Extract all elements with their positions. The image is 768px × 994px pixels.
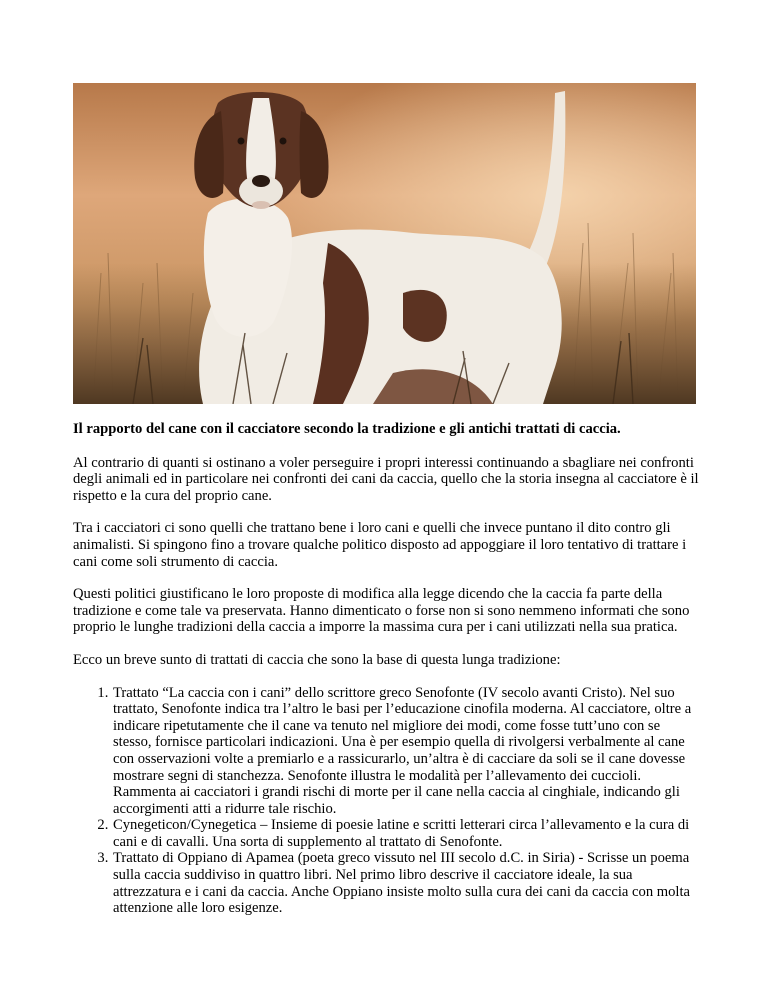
list-item: 1. Trattato “La caccia con i cani” dello scrittore greco Senofonte (IV secolo avanti Cristo). Nel suo trattato, Senofonte indica tra l’altro le basi per l’educazione cinofila moderna. Al cacciatore, oltre a indicare ripetutamente che il cane va tenuto nel migliore dei modi, come fosse tutt’uno con se stesso, fornisce particolari indicazioni. Una è per esempio quella di rivolgersi verbalmente al cane con osservazioni volte a premiarlo e a rassicurarlo, un’altra è di cacciare da soli se il cane dovesse mostrare segni di stanchezza. Senofonte illustra le modalità per l’allevamento dei cuccioli. Rammenta ai cacciatori i grandi rischi di morte per il cane nella caccia al cinghiale, indicando gli accorgimenti atti a ridurre tale rischio. [112, 685, 701, 818]
hunting-dog-photo [73, 83, 696, 404]
paragraph: Tra i cacciatori ci sono quelli che trattano bene i loro cani e quelli che invece puntano il dito contro gli animalisti. Si spingono fino a trovare qualche politico disposto ad appoggiare il loro tentativo di trattare i cani come soli strumento di caccia. [73, 520, 687, 570]
paragraph: Ecco un breve sunto di trattati di caccia che sono la base di questa lunga tradizione: [73, 651, 561, 668]
paragraph: Questi politici giustificano le loro proposte di modifica alla legge dicendo che la caccia fa parte della tradizione e come tale va preservata. Hanno dimenticato o forse non si sono nemmeno informati che sono proprio le lunghe tradizioni della caccia a imporre la massima cura per i cani utilizzati nella sua pratica. [73, 586, 690, 636]
treatise-list [73, 685, 701, 917]
list-item: 2. Cynegeticon/Cynegetica – Insieme di poesie latine e scritti letterari circa l’allevamento e la cura di cani e di cavalli. Una sorta di supplemento al trattato di Senofonte. [112, 817, 701, 850]
paragraph: Al contrario di quanti si ostinano a voler perseguire i propri interessi continuando a sbagliare nei confronti degli animali ed in particolare nei confronti dei cani da caccia, quello che la storia insegna al cacciatore è il rispetto e la cura del proprio cane. [73, 454, 699, 504]
article-title: Il rapporto del cane con il cacciatore secondo la tradizione e gli antichi trattati di caccia. [73, 421, 621, 437]
article-body [73, 421, 701, 917]
list-item: 3. Trattato di Oppiano di Apamea (poeta greco vissuto nel III secolo d.C. in Siria) - Scrisse un poema sulla caccia suddiviso in quattro libri. Nel primo libro descrive il cacciatore ideale, la sua attrezzatura e i cani da caccia. Anche Oppiano insiste molto sulla cura dei cani da caccia con molta attenzione alle loro esigenze. [112, 850, 701, 916]
